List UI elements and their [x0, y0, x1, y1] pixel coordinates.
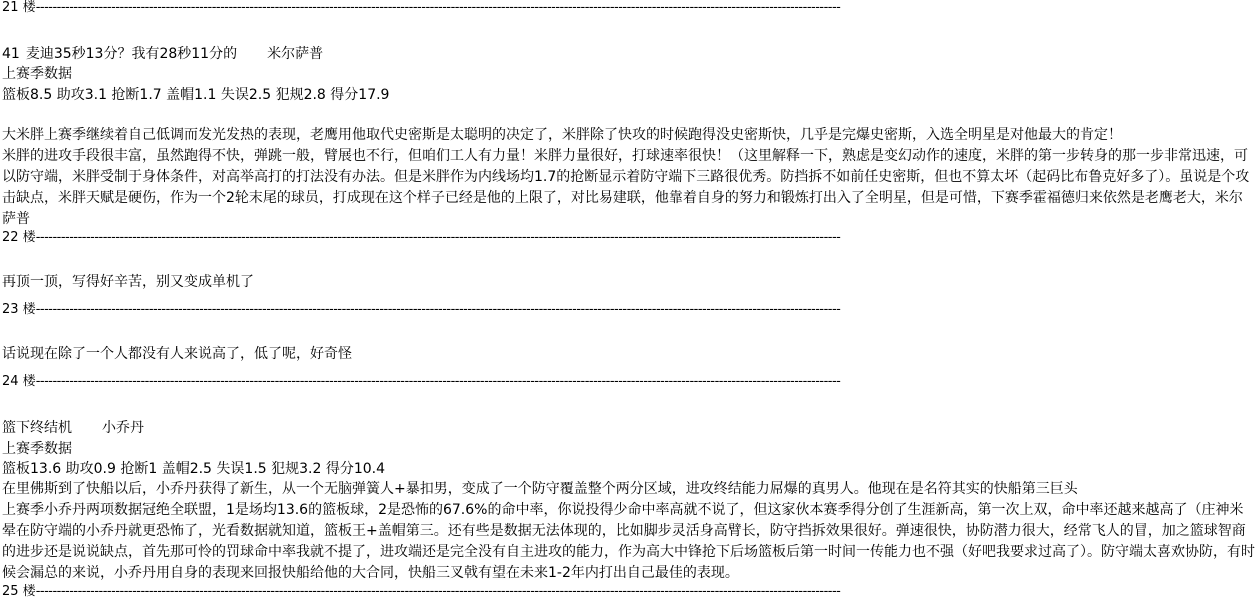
floor-separator	[0, 230, 1258, 246]
post-paragraph: 再顶一顶，写得好辛苦，别又变成单机了	[2, 273, 254, 290]
spacer	[0, 390, 1258, 416]
post-title-line	[2, 416, 1256, 438]
stats-header: 上赛季数据	[2, 440, 72, 457]
spacer	[0, 246, 1258, 272]
separator-dashes: ------------------------------------------------------------------------------------------------------------------------------------------------------------------------------------------------	[35, 302, 841, 318]
post-paragraph: 米胖的进攻手段很丰富，虽然跑得不快，弹跳一般，臂展也不行，但咱们工人有力量！米胖力量很好，打球速率很快！（这里解释一下，熟虑是变幻动作的速度，米胖的第一步转身的那一步非常迅速，可以防守端，米胖受制于身体条件，对高举高打的打法没有办法。但是米胖作为内线场均1.7的抢断显示着防守端下三路很优秀。防挡拆不如前任史密斯，但也不算太坏（起码比布鲁克好多了）。虽说是个攻击缺点，米胖天赋是硬伤，作为一个2轮末尾的球员，打成现在这个样子已经是他的上限了，对比易建联，他靠着自身的努力和锻炼打出入了全明星，但是可惜，下赛季霍福德归来依然是老鹰老大，米尔萨普	[2, 147, 1250, 227]
post	[0, 272, 1258, 292]
stats-line: 篮板13.6 助攻0.9 抢断1 盖帽2.5 失误1.5 犯规3.2 得分10.4	[2, 461, 386, 478]
spacer	[0, 292, 1258, 302]
post-paragraph: 在里佛斯到了快船以后，小乔丹获得了新生，从一个无脑弹簧人+暴扣男，变成了一个防守覆盖整个两分区域，进攻终结能力屌爆的真男人。他现在是名符其实的快船第三巨头	[2, 481, 1078, 498]
post	[0, 42, 1258, 230]
separator-dashes: ------------------------------------------------------------------------------------------------------------------------------------------------------------------------------------------------	[35, 229, 841, 245]
floor-number: 25 楼	[2, 584, 36, 600]
post	[0, 416, 1258, 584]
separator-dashes: ------------------------------------------------------------------------------------------------------------------------------------------------------------------------------------------------	[35, 584, 841, 600]
post-index: 41	[2, 46, 20, 62]
floor-separator	[0, 374, 1258, 390]
post-author[interactable]: 小乔丹	[102, 420, 144, 437]
stats-header: 上赛季数据	[2, 66, 72, 83]
spacer	[0, 364, 1258, 374]
post-title-line	[2, 42, 1256, 64]
spacer	[2, 105, 1256, 125]
post-title: 篮下终结机	[2, 420, 72, 437]
stats-line: 篮板8.5 助攻3.1 抢断1.7 盖帽1.1 失误2.5 犯规2.8 得分17.9	[2, 86, 390, 103]
post-paragraph: 大米胖上赛季继续着自己低调而发光发热的表现，老鹰用他取代史密斯是太聪明的决定了，米胖除了快攻的时候跑得没史密斯快，几乎是完爆史密斯，入选全明星是对他最大的肯定！	[2, 126, 1122, 143]
floor-number: 24 楼	[2, 374, 36, 390]
post	[0, 344, 1258, 364]
post-paragraph: 话说现在除了一个人都没有人来说高了，低了呢，好奇怪	[2, 346, 352, 363]
separator-dashes: ------------------------------------------------------------------------------------------------------------------------------------------------------------------------------------------------	[35, 374, 841, 390]
post-paragraph: 上赛季小乔丹两项数据冠绝全联盟，1是场均13.6的篮板球，2是恐怖的67.6%的命中率，你说投得少命中率高就不说了，但这家伙本赛季得分创了生涯新高，第一次上双，命中率还越来越高了（庄神米晕在防守端的小乔丹就更恐怖了，光看数据就知道，篮板王+盖帽第三。还有些是数据无法体现的，比如脚步灵活身高臂长，防守挡拆效果很好。弹速很快，协防潜力很大，经常飞人的冒，加之篮球智商的进步还是说说缺点，首先那可怜的罚球命中率我就不提了，进攻端还是完全没有自主进攻的能力，作为高大中锋抢下后场篮板后第一时间一传能力也不强（好吧我要求过高了）。防守端太喜欢协防，有时候会漏总的来说，小乔丹用自身的表现来回报快船给他的大合同，快船三叉戟有望在未来1-2年内打出自己最佳的表现。	[2, 502, 1255, 582]
floor-number: 22 楼	[2, 229, 36, 245]
post-title: 麦迪35秒13分？我有28秒11分的	[25, 46, 238, 62]
separator-dashes: ------------------------------------------------------------------------------------------------------------------------------------------------------------------------------------------------	[35, 0, 841, 15]
post-author[interactable]: 米尔萨普	[267, 46, 324, 62]
floor-separator	[0, 0, 1258, 16]
spacer	[0, 16, 1258, 42]
spacer	[0, 318, 1258, 344]
floor-number: 23 楼	[2, 302, 36, 318]
floor-number: 21 楼	[2, 0, 36, 15]
floor-separator	[0, 302, 1258, 318]
